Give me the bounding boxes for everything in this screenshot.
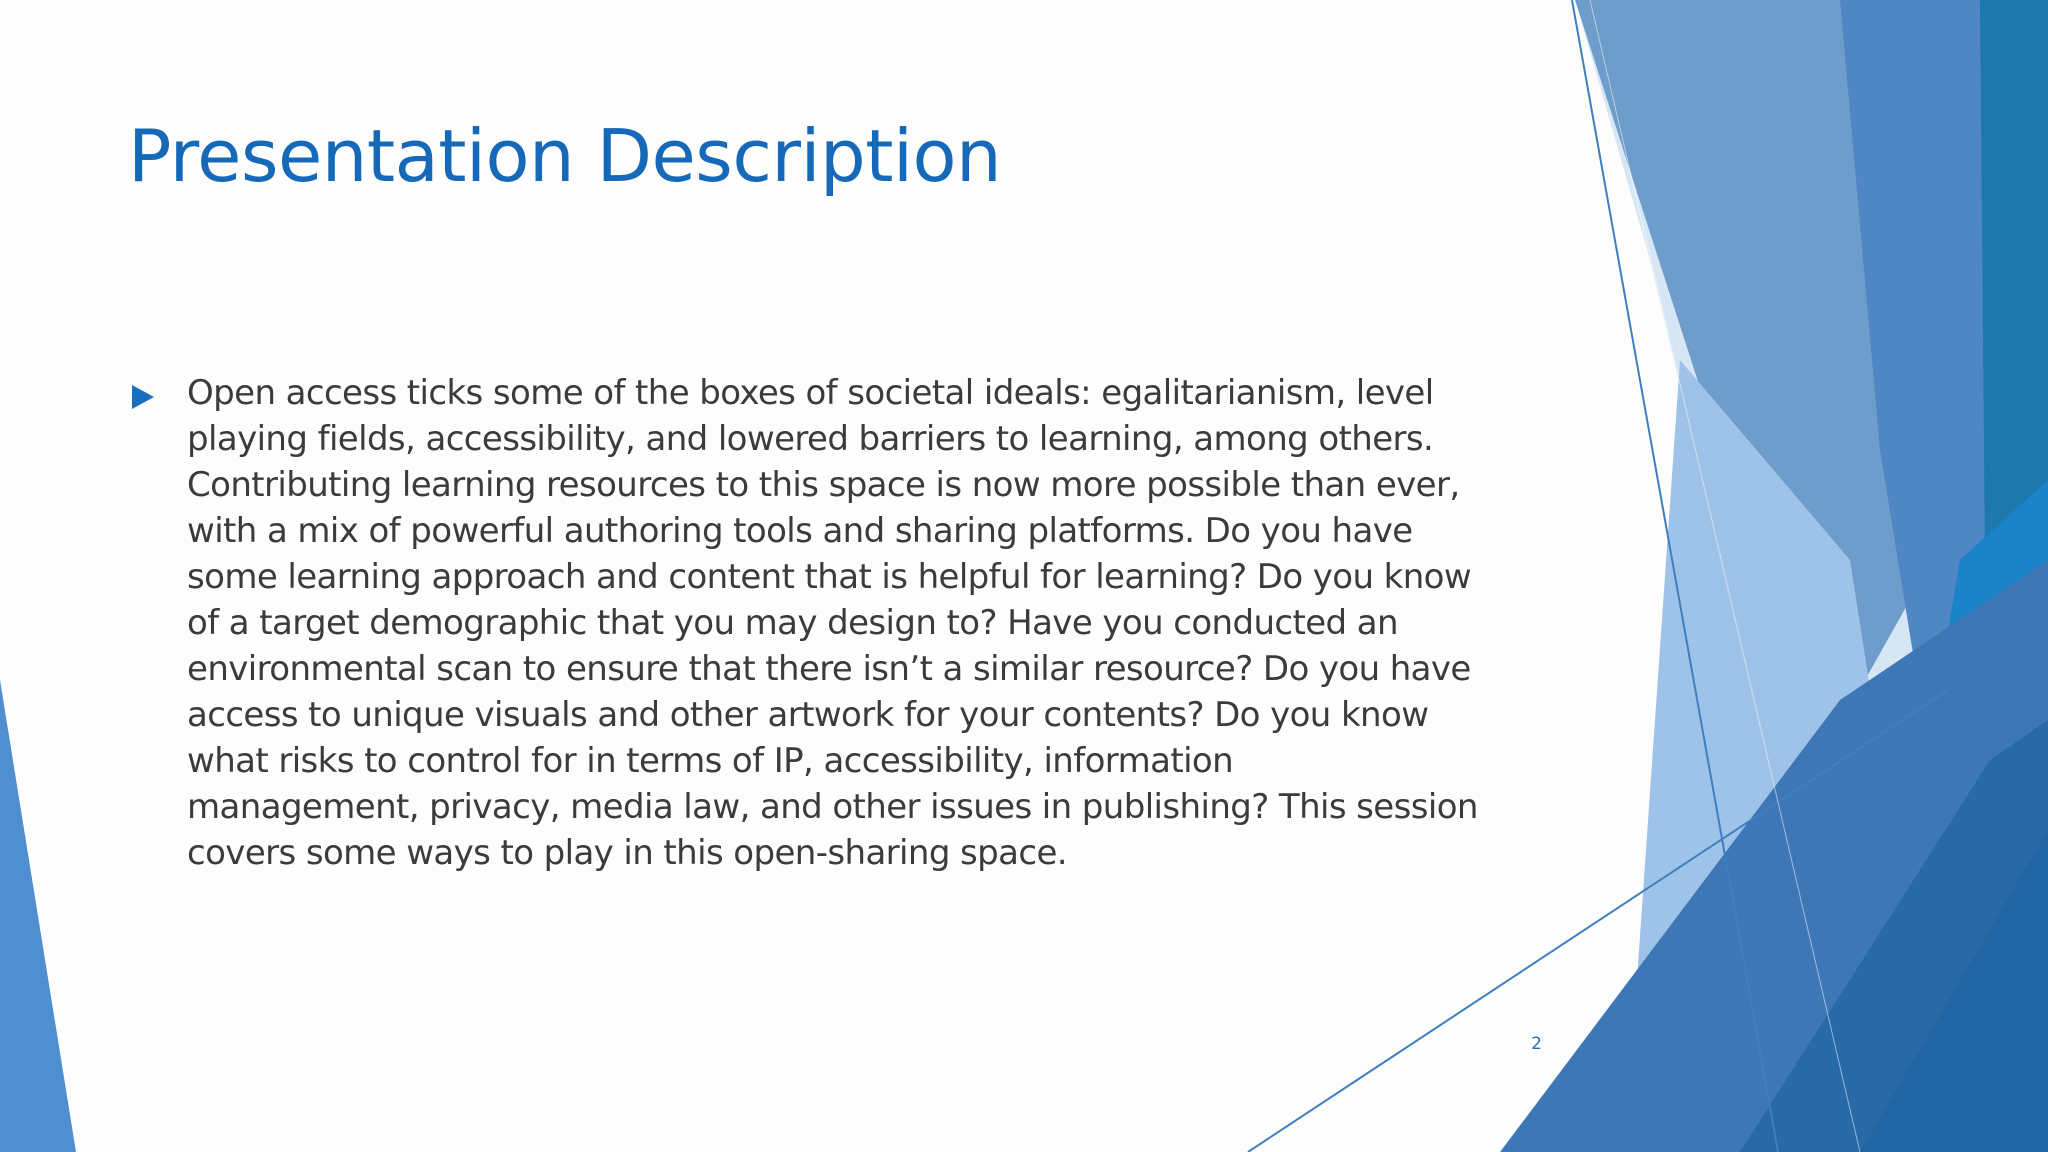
slide-title: Presentation Description [128,114,1002,198]
page-number: 2 [1531,1034,1542,1054]
content-area [128,370,1548,876]
triangle-bullet-icon [132,385,154,409]
bullet-paragraph: Open access ticks some of the boxes of societal ideals: egalitarianism, level playing fields, accessibility, and lowered barriers to learning, among others. Contributing learning resources to this space is now more possible than ever, with a mix of powerful authoring tools and sharing platforms. Do you have some learning approach and content that is helpful for learning? Do you know of a target demographic that you may design to? Have you conducted an environmental scan to ensure that there isn’t a similar resource? Do you have access to unique visuals and other artwork for your contents? Do you know what risks to control for in terms of IP, accessibility, information management, privacy, media law, and other issues in publishing? This session covers some ways to play in this open-sharing space. [187,373,1478,873]
left-edge-triangle [0,680,76,1152]
